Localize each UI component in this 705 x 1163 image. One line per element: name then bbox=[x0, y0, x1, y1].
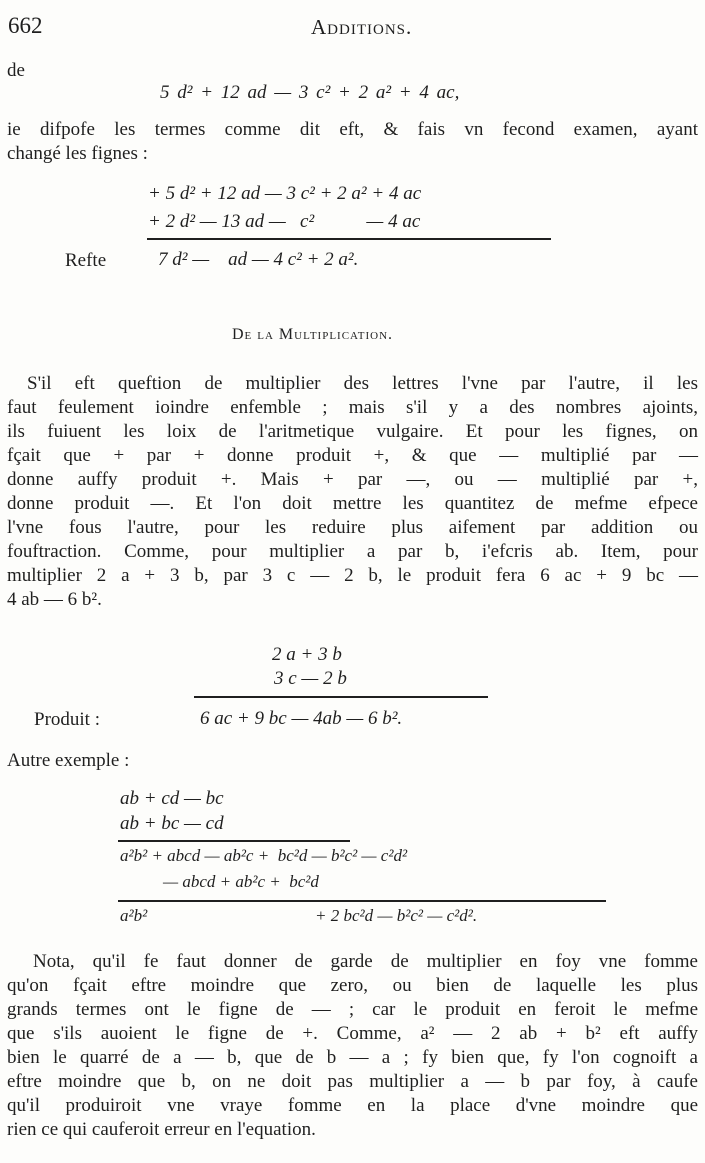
example2-row-2: ab + bc — cd bbox=[120, 813, 224, 834]
nota-paragraph bbox=[7, 950, 698, 1142]
text-line: Nota, qu'il fe faut donner de garde de multiplier en foy vne fomme bbox=[33, 951, 698, 972]
text-line: qu'il produiroit vne vraye fomme en la place d'vne moindre que bbox=[7, 1095, 698, 1116]
text-line: changé les fignes : bbox=[7, 143, 148, 164]
intro-paragraph bbox=[7, 118, 698, 166]
page-number: 662 bbox=[8, 13, 43, 38]
equation-1: 5 d² + 12 ad — 3 c² + 2 a² + 4 ac, bbox=[160, 82, 460, 103]
text-line: S'il eft queftion de multiplier des lettres l'vne par l'autre, il les bbox=[27, 373, 698, 394]
text-line: l'vne fous l'autre, pour les reduire plus aifement par addition ou bbox=[7, 517, 698, 538]
intro-de: de bbox=[7, 60, 25, 81]
text-line: 4 ab — 6 b². bbox=[7, 589, 102, 610]
example2-row-4: — abcd + ab²c + bc²d bbox=[163, 872, 319, 891]
addition-rule bbox=[147, 238, 551, 240]
example1-row-2: 3 c — 2 b bbox=[274, 668, 347, 689]
example1-label: Produit : bbox=[34, 709, 100, 730]
example2-row-1: ab + cd — bc bbox=[120, 788, 224, 809]
text-line: faut feulement ioindre enfemble ; mais s'il y a des nombres ajoints, bbox=[7, 397, 698, 418]
example2-result-right: + 2 bc²d — b²c² — c²d². bbox=[315, 906, 478, 925]
addition-row-2: + 2 d² — 13 ad — c² — 4 ac bbox=[148, 211, 421, 232]
section-title: De la Multiplication. bbox=[232, 326, 394, 343]
addition-result: 7 d² — ad — 4 c² + 2 a². bbox=[158, 249, 359, 270]
text-line: eftre moindre que b, on ne doit pas multiplier a — b par foy, à caufe bbox=[7, 1071, 698, 1092]
text-line: donne produit —. Et l'on doit mettre les quantitez de mefme efpece bbox=[7, 493, 698, 514]
text-line: fçait que + par + donne produit +, & que — multiplié par — bbox=[7, 445, 698, 466]
autre-exemple-label: Autre exemple : bbox=[7, 750, 130, 771]
text-line: fouftraction. Comme, pour multiplier a par b, i'efcris ab. Item, pour bbox=[7, 541, 698, 562]
example1-rule bbox=[194, 696, 488, 698]
running-title: Additions. bbox=[311, 15, 413, 39]
text-line: qu'on fçait eftre moindre que zero, ou bien de laquelle les plus bbox=[7, 975, 698, 996]
text-line: ie difpofe les termes comme dit eft, & fais vn fecond examen, ayant bbox=[7, 119, 698, 140]
example2-rule-1 bbox=[118, 840, 350, 842]
example1-row-1: 2 a + 3 b bbox=[272, 644, 342, 665]
example2-result-left: a²b² bbox=[120, 906, 148, 925]
example2-rule-2 bbox=[118, 900, 606, 902]
addition-row-1: + 5 d² + 12 ad — 3 c² + 2 a² + 4 ac bbox=[148, 183, 422, 204]
text-line: donne auffy produit +. Mais + par —, ou — multiplié par +, bbox=[7, 469, 698, 490]
text-line: bien le quarré de a — b, que de b — a ; fy bien que, fy l'on cognoift a bbox=[7, 1047, 698, 1068]
addition-label: Refte bbox=[65, 250, 107, 271]
text-line: que s'ils auoient le figne de +. Comme, a² — 2 ab + b² eft auffy bbox=[7, 1023, 698, 1044]
multiplication-paragraph bbox=[7, 372, 698, 612]
text-line: grands termes ont le figne de — ; car le produit en feroit le mefme bbox=[7, 999, 698, 1020]
text-line: ils fuiuent les loix de l'aritmetique vulgaire. Et pour les fignes, on bbox=[7, 421, 698, 442]
text-line: rien ce qui cauferoit erreur en l'equation. bbox=[7, 1119, 316, 1140]
text-line: multiplier 2 a + 3 b, par 3 c — 2 b, le produit fera 6 ac + 9 bc — bbox=[7, 565, 698, 586]
example2-row-3: a²b² + abcd — ab²c + bc²d — b²c² — c²d² bbox=[120, 846, 408, 865]
example1-result: 6 ac + 9 bc — 4ab — 6 b². bbox=[200, 708, 403, 729]
